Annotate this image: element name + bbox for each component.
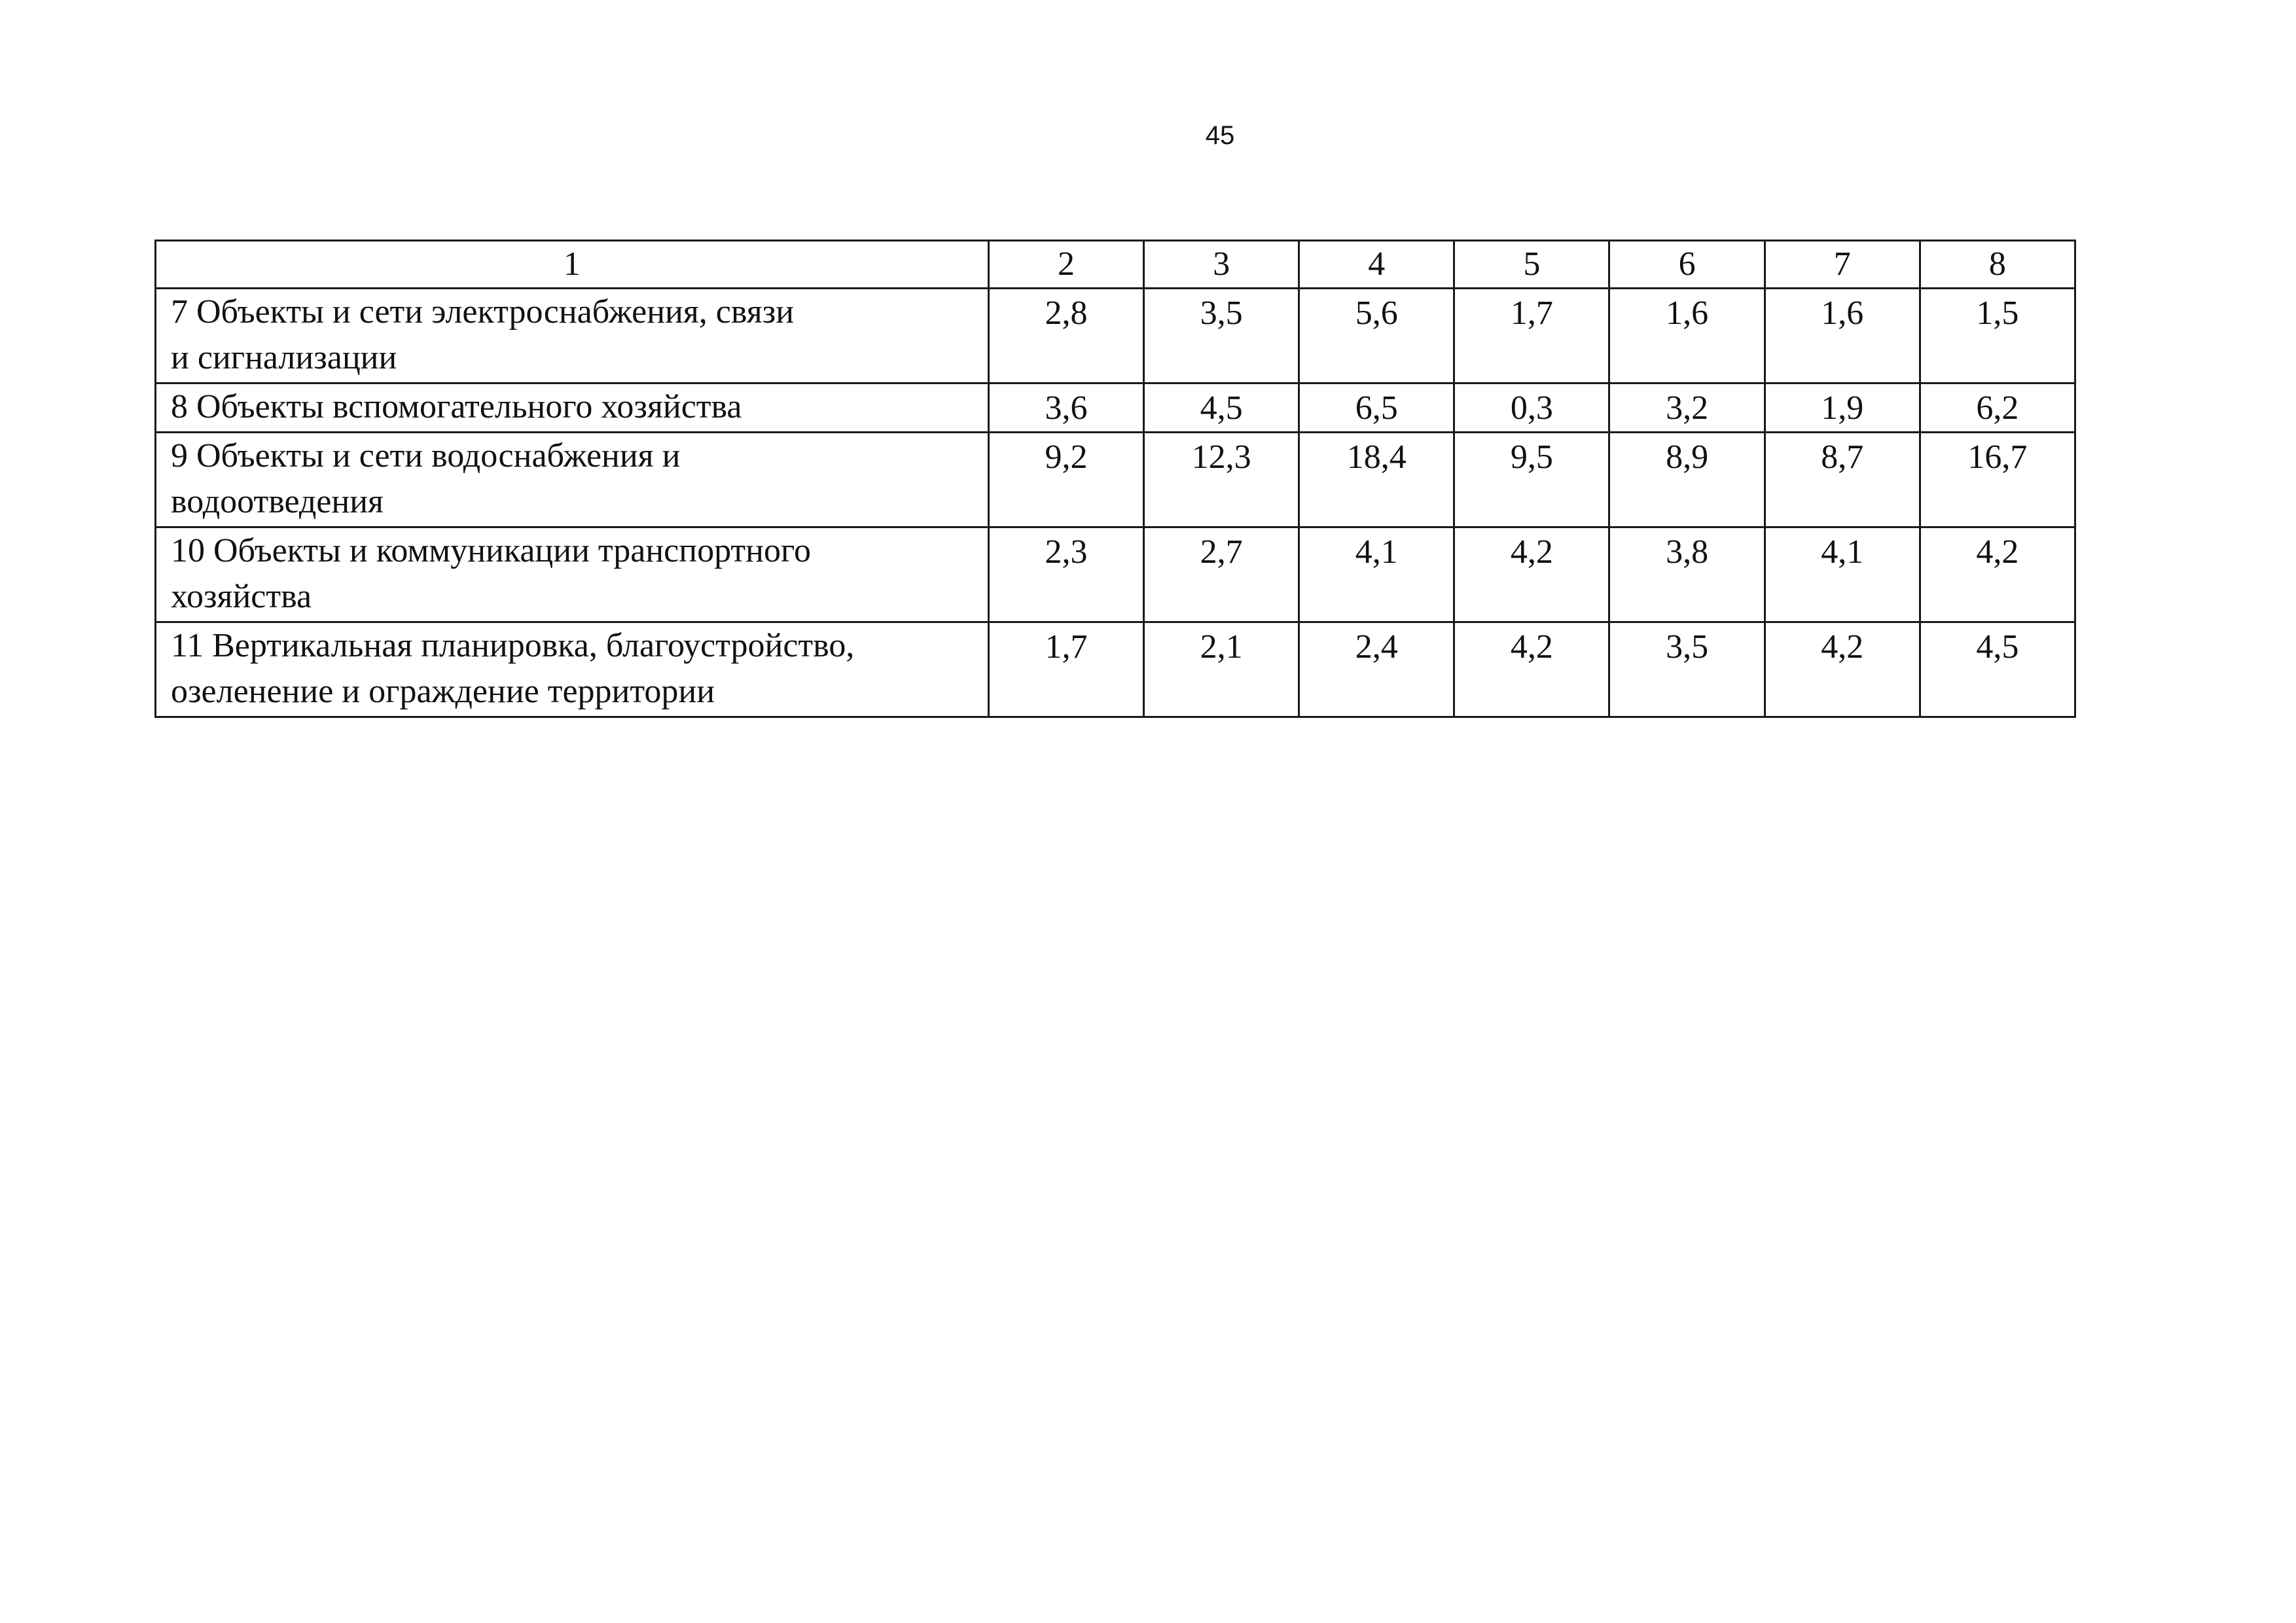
value-cell: 8,7	[1765, 433, 1920, 527]
value-cell: 1,6	[1765, 289, 1920, 383]
value-cell: 8,9	[1609, 433, 1765, 527]
value-cell: 4,2	[1765, 622, 1920, 717]
row-name-cell	[156, 383, 989, 433]
value-cell: 4,1	[1299, 527, 1454, 622]
value-cell: 3,5	[1609, 622, 1765, 717]
value-cell: 5,6	[1299, 289, 1454, 383]
data-table	[154, 240, 2076, 718]
table-row	[156, 622, 2075, 717]
value-cell: 9,5	[1454, 433, 1609, 527]
value-cell: 6,5	[1299, 383, 1454, 433]
value-cell: 2,7	[1144, 527, 1299, 622]
value-cell: 2,3	[988, 527, 1143, 622]
value-cell: 16,7	[1920, 433, 2075, 527]
value-cell: 1,7	[1454, 289, 1609, 383]
value-cell: 2,4	[1299, 622, 1454, 717]
value-cell: 3,6	[988, 383, 1143, 433]
value-cell: 1,6	[1609, 289, 1765, 383]
value-cell: 4,2	[1454, 527, 1609, 622]
row-name-line: 10 Объекты и коммуникации транспортного	[171, 532, 811, 569]
value-cell: 3,2	[1609, 383, 1765, 433]
page-number: 45	[1205, 121, 1235, 150]
header-cell: 3	[1144, 241, 1299, 289]
row-name-line: 11 Вертикальная планировка, благоустройство,	[171, 627, 855, 664]
value-cell: 4,5	[1144, 383, 1299, 433]
value-cell: 4,2	[1920, 527, 2075, 622]
table-row	[156, 433, 2075, 527]
value-cell: 1,5	[1920, 289, 2075, 383]
row-name-line: хозяйства	[171, 578, 312, 615]
header-cell: 2	[988, 241, 1143, 289]
table-header-row	[156, 241, 2075, 289]
value-cell: 3,8	[1609, 527, 1765, 622]
value-cell: 1,9	[1765, 383, 1920, 433]
row-name-line: 8 Объекты вспомогательного хозяйства	[171, 388, 742, 425]
value-cell: 3,5	[1144, 289, 1299, 383]
table-row	[156, 289, 2075, 383]
value-cell: 6,2	[1920, 383, 2075, 433]
header-cell: 7	[1765, 241, 1920, 289]
row-name-line: водоотведения	[171, 483, 384, 520]
value-cell: 4,1	[1765, 527, 1920, 622]
value-cell: 12,3	[1144, 433, 1299, 527]
header-cell: 6	[1609, 241, 1765, 289]
row-name-cell	[156, 433, 989, 527]
value-cell: 2,8	[988, 289, 1143, 383]
row-name-cell	[156, 527, 989, 622]
header-cell: 8	[1920, 241, 2075, 289]
row-name-cell	[156, 622, 989, 717]
header-cell: 4	[1299, 241, 1454, 289]
table-row	[156, 383, 2075, 433]
value-cell: 2,1	[1144, 622, 1299, 717]
row-name-cell	[156, 289, 989, 383]
value-cell: 4,2	[1454, 622, 1609, 717]
row-name-line: 9 Объекты и сети водоснабжения и	[171, 437, 681, 474]
value-cell: 9,2	[988, 433, 1143, 527]
value-cell: 0,3	[1454, 383, 1609, 433]
table-row	[156, 527, 2075, 622]
value-cell: 18,4	[1299, 433, 1454, 527]
row-name-line: и сигнализации	[171, 339, 397, 376]
header-cell: 5	[1454, 241, 1609, 289]
value-cell: 1,7	[988, 622, 1143, 717]
header-cell: 1	[156, 241, 989, 289]
value-cell: 4,5	[1920, 622, 2075, 717]
row-name-line: 7 Объекты и сети электроснабжения, связи	[171, 293, 795, 330]
row-name-line: озеленение и ограждение территории	[171, 673, 715, 710]
